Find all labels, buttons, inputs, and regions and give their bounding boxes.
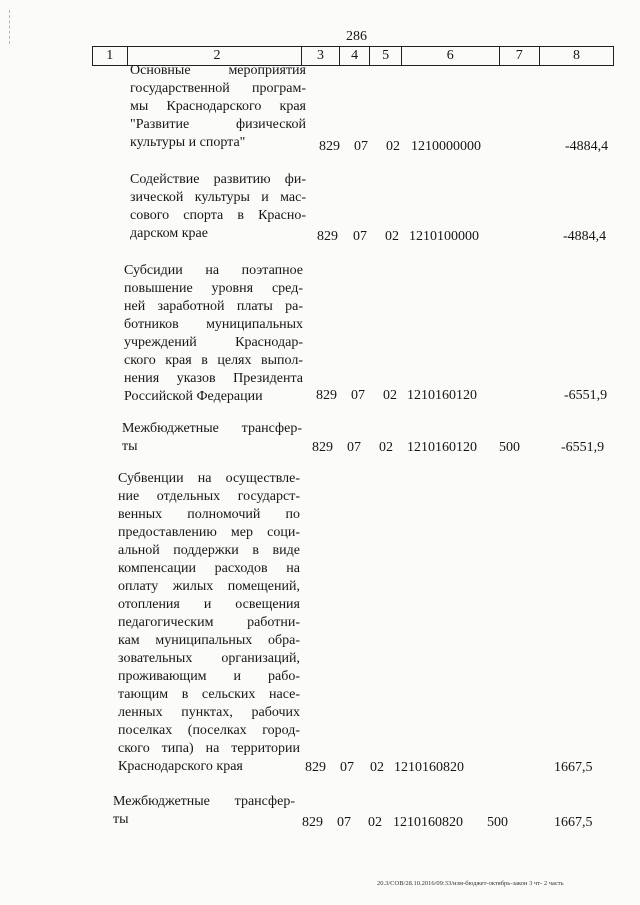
- description-line: Российской Федерации: [124, 389, 263, 404]
- document-footer: 20.3/СОВ/28.10.2016/09:33/изм-бюджет-октябрь-закон 3 чт- 2 часть: [377, 880, 564, 887]
- description-line: учреждений Краснодар-: [124, 335, 303, 350]
- column-header-1: 1: [93, 47, 128, 65]
- description-line: поселках (поселках город-: [118, 723, 300, 738]
- section-code: 07: [340, 760, 354, 775]
- description-line: государственной програм-: [130, 81, 306, 96]
- description-line: ние отдельных государст-: [118, 489, 300, 504]
- description-line: компенсации расходов на: [118, 561, 300, 576]
- subsection-code: 02: [368, 815, 382, 830]
- target-code: 1210160820: [393, 815, 463, 830]
- column-header-7: 7: [500, 47, 540, 65]
- description-line: Основные мероприятия: [130, 63, 306, 78]
- description-line: зической культуры и мас-: [130, 190, 306, 205]
- description-line: Межбюджетные трансфер-: [113, 794, 295, 809]
- subsection-code: 02: [379, 440, 393, 455]
- target-code: 1210160120: [407, 388, 477, 403]
- description-line: повышение уровня сред-: [124, 281, 303, 296]
- description-line: Краснодарского края: [118, 759, 243, 774]
- amount-value: 1667,5: [554, 760, 593, 775]
- row-description: [124, 262, 303, 406]
- subsection-code: 02: [383, 388, 397, 403]
- section-code: 07: [347, 440, 361, 455]
- column-header-4: 4: [340, 47, 371, 65]
- description-line: Межбюджетные трансфер-: [122, 421, 302, 436]
- description-line: предоставлению мер соци-: [118, 525, 300, 540]
- description-line: сового спорта в Красно-: [130, 208, 306, 223]
- row-description: [118, 470, 300, 776]
- row-description: [122, 420, 302, 456]
- description-line: мы Краснодарского края: [130, 99, 306, 114]
- description-line: зовательных организаций,: [118, 651, 300, 666]
- ministry-code: 829: [316, 388, 337, 403]
- ministry-code: 829: [317, 229, 338, 244]
- expense-type-code: 500: [487, 815, 508, 830]
- section-code: 07: [337, 815, 351, 830]
- description-line: отопления и освещения: [118, 597, 300, 612]
- target-code: 1210100000: [409, 229, 479, 244]
- description-line: ленных пунктах, рабочих: [118, 705, 300, 720]
- amount-value: -4884,4: [565, 139, 609, 154]
- section-code: 07: [353, 229, 367, 244]
- column-header-6: 6: [402, 47, 500, 65]
- row-description: [113, 793, 295, 829]
- amount-value: 1667,5: [554, 815, 593, 830]
- column-header-3: 3: [302, 47, 339, 65]
- description-line: Содействие развитию фи-: [130, 172, 306, 187]
- description-line: ты: [113, 812, 129, 827]
- ministry-code: 829: [302, 815, 323, 830]
- description-line: Субвенции на осуществле-: [118, 471, 300, 486]
- description-line: культуры и спорта": [130, 135, 246, 150]
- page-number: 286: [346, 29, 367, 44]
- section-code: 07: [354, 139, 368, 154]
- row-description: [130, 62, 306, 152]
- description-line: оплату жилых помещений,: [118, 579, 300, 594]
- scan-edge-mark: [9, 10, 11, 44]
- target-code: 1210160820: [394, 760, 464, 775]
- column-header-2: 2: [128, 47, 303, 65]
- subsection-code: 02: [370, 760, 384, 775]
- description-line: венных полномочий по: [118, 507, 300, 522]
- description-line: альной поддержки в виде: [118, 543, 300, 558]
- subsection-code: 02: [386, 139, 400, 154]
- description-line: "Развитие физической: [130, 117, 306, 132]
- column-header-5: 5: [370, 47, 402, 65]
- expense-type-code: 500: [499, 440, 520, 455]
- amount-value: -6551,9: [561, 440, 605, 455]
- ministry-code: 829: [305, 760, 326, 775]
- description-line: дарском крае: [130, 226, 208, 241]
- description-line: нения указов Президента: [124, 371, 303, 386]
- amount-value: -6551,9: [564, 388, 608, 403]
- column-header-8: 8: [573, 48, 581, 63]
- description-line: ского типа) на территории: [118, 741, 300, 756]
- target-code: 1210000000: [411, 139, 481, 154]
- description-line: Субсидии на поэтапное: [124, 263, 303, 278]
- row-description: [130, 171, 306, 243]
- description-line: тающим в сельских насе-: [118, 687, 300, 702]
- description-line: проживающим и рабо-: [118, 669, 300, 684]
- description-line: ботников муниципальных: [124, 317, 303, 332]
- description-line: ней заработной платы ра-: [124, 299, 303, 314]
- subsection-code: 02: [385, 229, 399, 244]
- description-line: ты: [122, 439, 138, 454]
- ministry-code: 829: [312, 440, 333, 455]
- ministry-code: 829: [319, 139, 340, 154]
- target-code: 1210160120: [407, 440, 477, 455]
- section-code: 07: [351, 388, 365, 403]
- description-line: педагогическим работни-: [118, 615, 300, 630]
- description-line: ского края в целях выпол-: [124, 353, 303, 368]
- amount-value: -4884,4: [563, 229, 607, 244]
- description-line: кам муниципальных обра-: [118, 633, 300, 648]
